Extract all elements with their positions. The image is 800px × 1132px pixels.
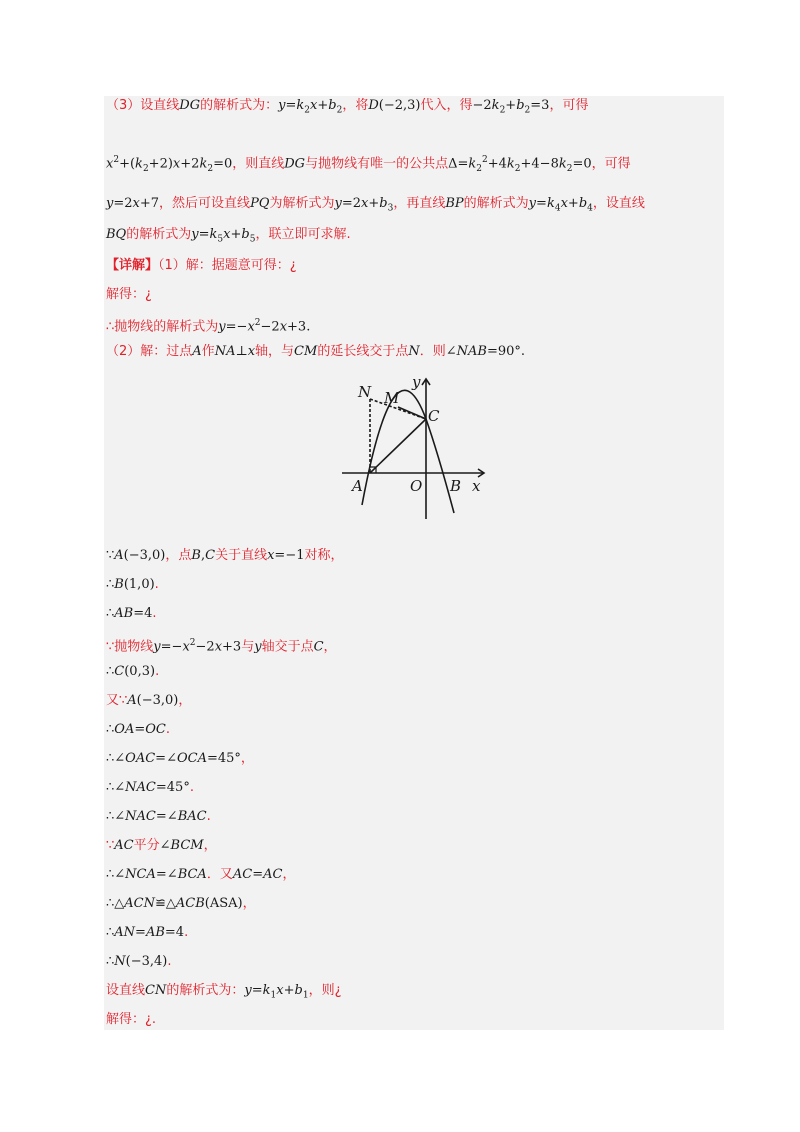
part3-line-4: BQ的解析式为$y=k_5x+b_5$，联立即可求解. — [106, 227, 351, 245]
text: 作 — [201, 344, 215, 359]
label-x: x — [472, 477, 481, 495]
detail-line-3: ∴抛物线的解析式为$y=-x^2-2x+3$. — [106, 318, 311, 335]
text: ，可得 — [549, 98, 589, 113]
text: 解得：¿. — [106, 1012, 157, 1027]
math-dg: DG — [179, 98, 201, 113]
text: ，可得 — [591, 156, 631, 172]
text: 关于直线 — [215, 548, 268, 563]
step-16: 设直线CN的解析式为：$y=k_1x+b_1$，则¿ — [106, 983, 342, 1001]
text: ．又 — [206, 867, 233, 882]
text: ，设直线 — [592, 196, 645, 211]
step-9: ∴∠NAC=45°. — [106, 780, 194, 795]
text: 的解析式为： — [166, 983, 245, 998]
step-8: ∴∠OAC=∠OCA=45°， — [106, 751, 254, 766]
text: 又∵ — [106, 693, 128, 708]
detail-tag: 【详解】 — [106, 258, 159, 273]
text: 为解析式为 — [269, 196, 335, 211]
detail-line-1 — [106, 256, 297, 276]
text: 轴，与 — [255, 344, 295, 359]
step-4: ∵抛物线$y=-x^2-2x+3$与y轴交于点C， — [106, 638, 337, 655]
text: 轴交于点 — [261, 639, 314, 655]
part3-line-2: $x^2+(k_2+2)x+2k_2=0$，则直线DG与抛物线有唯一的公共点$\Delta=k_2^2+4k_2+4-8k_2=0$，可得 — [106, 155, 631, 174]
text: 对称， — [304, 548, 344, 563]
label-c: C — [428, 407, 440, 425]
step-1: ∵A(−3,0)，点B,C关于直线x=−1对称， — [106, 548, 344, 563]
step-2: ∴B(1,0). — [106, 577, 159, 592]
text: （2）解：过点 — [106, 344, 193, 359]
part3-line-1: （3）设直线DG的解析式为：$y=k_2x+b_2$，将D(−2,3)代入，得$-2k_2+b_2=3$，可得 — [106, 98, 589, 116]
text: 平分 — [133, 838, 160, 853]
text: 解得：¿ — [106, 287, 152, 302]
detail-line-4: （2）解：过点A作NA⊥x轴，与CM的延长线交于点N．则∠NAB=90°. — [106, 344, 526, 359]
text: ．则 — [419, 344, 446, 359]
text: ∵抛物线 — [106, 639, 154, 655]
step-15: ∴N(−3,4). — [106, 954, 172, 969]
detail-line-2 — [106, 285, 152, 305]
step-12: ∴∠NCA=∠BCA．又AC=AC， — [106, 867, 296, 882]
parabola-curve — [362, 390, 454, 513]
step-17 — [106, 1010, 156, 1030]
label-m: M — [384, 389, 400, 407]
label-n: N — [358, 383, 372, 401]
part3-label: （3）设直线 — [106, 98, 180, 113]
text: 与 — [241, 639, 255, 655]
step-3: ∴AB=4. — [106, 606, 157, 621]
text: 与抛物线有唯一的公共点 — [305, 156, 449, 172]
step-14: ∴AN=AB=4. — [106, 925, 189, 940]
label-b: B — [450, 477, 462, 495]
step-10: ∴∠NAC=∠BAC. — [106, 809, 211, 824]
text: ∴抛物线的解析式为 — [106, 319, 219, 335]
part3-line-3: y=2x+7，然后可设直线PQ为解析式为$y=2x+b_3$，再直线BP的解析式为$y=k_4x+b_4$，设直线 — [106, 196, 645, 214]
text: 的解析式为： — [200, 98, 279, 113]
step-6: 又∵A(−3,0)， — [106, 693, 192, 708]
label-y: y — [412, 373, 421, 391]
parabola-figure — [338, 373, 490, 523]
text: ∵ — [106, 838, 115, 853]
text: 的解析式为 — [126, 227, 192, 242]
step-7: ∴OA=OC. — [106, 722, 170, 737]
text: （1）解：据题意可得：¿ — [158, 258, 297, 273]
text: ，将 — [342, 98, 369, 113]
math-line-eq: y — [278, 98, 286, 113]
text: 的延长线交于点 — [317, 344, 409, 359]
text: 设直线 — [106, 983, 146, 998]
text: ，联立即可求解. — [255, 227, 351, 242]
text: 的解析式为 — [463, 196, 529, 211]
step-11: ∵AC平分∠BCM， — [106, 838, 217, 853]
text: ，则直线 — [232, 156, 285, 172]
label-o: O — [410, 477, 423, 495]
text: ，然后可设直线 — [159, 196, 251, 211]
text: ，则¿ — [308, 983, 342, 998]
label-a: A — [352, 477, 363, 495]
text: ，再直线 — [393, 196, 446, 211]
step-13: ∴△ACN≌△ACB(ASA)， — [106, 896, 256, 911]
text: ，点 — [165, 548, 192, 563]
step-5: ∴C(0,3). — [106, 664, 160, 679]
segment-ac — [370, 419, 426, 473]
text: 代入，得 — [420, 98, 473, 113]
